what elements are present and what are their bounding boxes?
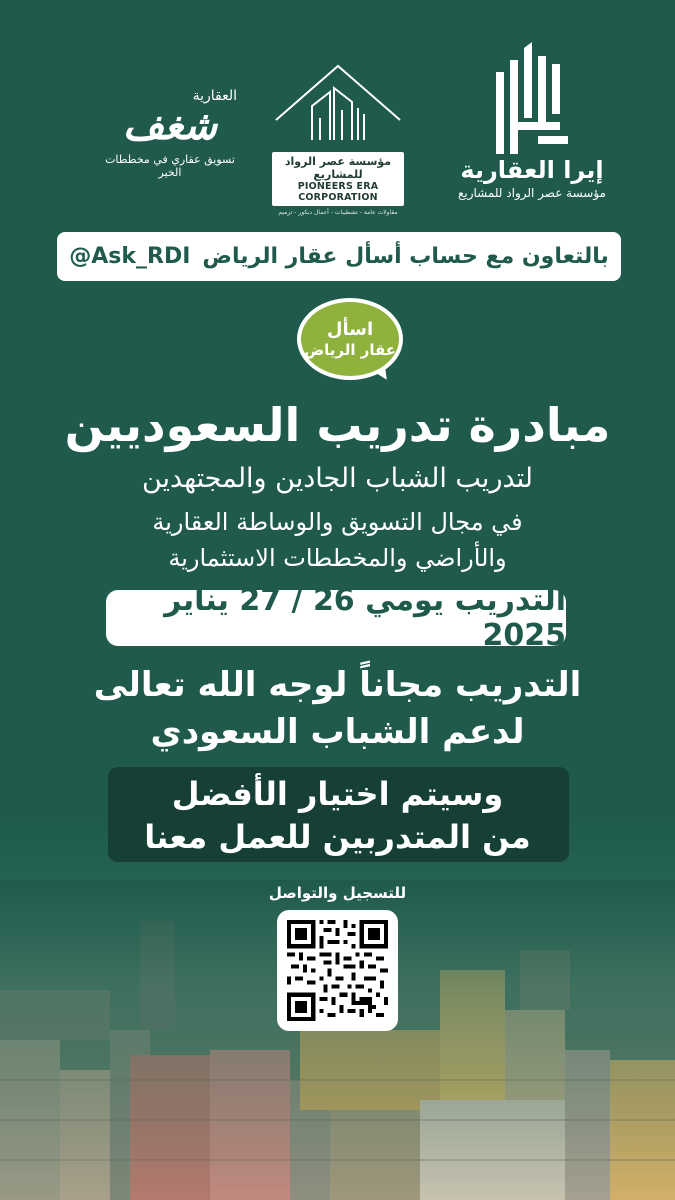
pioneers-era-logo (272, 58, 404, 216)
era-logo-title: إيرا العقارية (460, 156, 604, 184)
initiative-title: مبادرة تدريب السعوديين (64, 398, 611, 452)
selection-line-1: وسيتم اختيار الأفضل (171, 775, 504, 813)
shaghaf-logo-wordmark: شغف (122, 102, 218, 149)
bubble-line-1: اسأل (326, 319, 374, 340)
collaboration-text: بالتعاون مع حساب أسأل عقار الرياض (202, 244, 609, 269)
collaboration-handle[interactable]: @Ask_RDI (69, 244, 191, 269)
collaboration-banner (57, 232, 621, 281)
free-training-line-2: لدعم الشباب السعودي (150, 712, 525, 752)
pioneers-logo-tagline: مقاولات عامة - تشطيبات - أعمال ديكور - ترميم (278, 209, 398, 216)
pioneers-logo-arabic: مؤسسة عصر الرواد للمشاريع (284, 155, 392, 181)
training-date: التدريب يومي 26 / 27 يناير 2025 (164, 583, 566, 653)
bubble-line-2: عقار الرياض (303, 341, 397, 359)
initiative-line-2: في مجال التسويق والوساطة العقارية (152, 508, 523, 536)
shaghaf-logo (95, 88, 245, 179)
initiative-line-1: لتدريب الشباب الجادين والمجتهدين (141, 463, 534, 494)
shaghaf-logo-small: العقارية (192, 88, 237, 104)
era-real-estate-logo (452, 42, 612, 200)
initiative-line-3: والأراضي والمخططات الاستثمارية (168, 544, 507, 572)
register-label: للتسجيل والتواصل (268, 884, 407, 902)
building-logo-icon (272, 58, 404, 144)
qr-code-icon (287, 920, 388, 1021)
pioneers-logo-english: PIONEERS ERA CORPORATION (297, 181, 379, 203)
ask-riyadh-bubble (297, 298, 403, 380)
pioneers-logo-plate (272, 152, 404, 206)
era-logo-subtitle: مؤسسة عصر الرواد للمشاريع (458, 186, 606, 200)
free-training-line-1: التدريب مجاناً لوجه الله تعالى (93, 665, 582, 705)
training-date-box (106, 583, 566, 653)
shaghaf-logo-tagline: تسويق عقاري في مخططات الخير (105, 153, 235, 179)
era-logo-icon (492, 42, 572, 154)
selection-line-2: من المتدربين للعمل معنا (144, 818, 531, 856)
registration-qr-code[interactable] (277, 910, 398, 1031)
